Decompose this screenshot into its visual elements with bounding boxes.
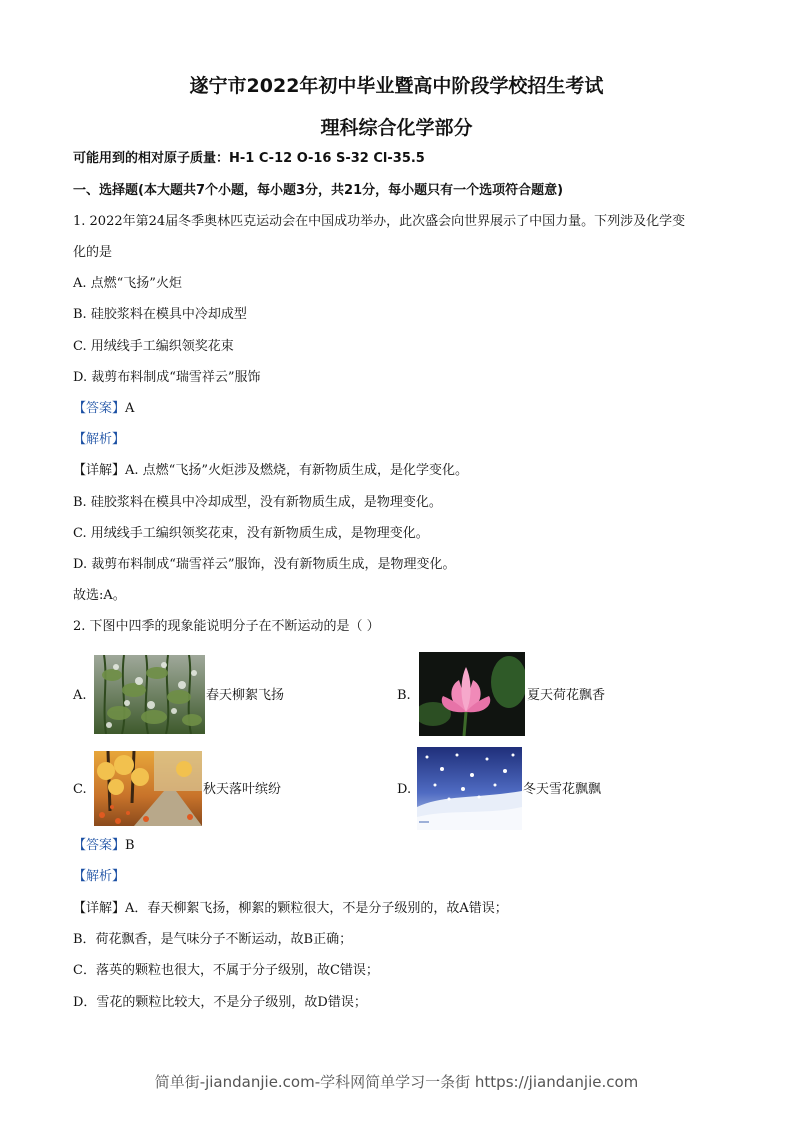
answer-value: A <box>125 401 135 416</box>
q2-option-b-text: 夏天荷花飘香 <box>527 688 606 703</box>
q1-stem-line2: 化的是 <box>73 245 113 260</box>
q2-stem: 2. 下图中四季的现象能说明分子在不断运动的是（ ） <box>73 619 380 634</box>
q1-stem-line1: 1. 2022年第24届冬季奥林匹克运动会在中国成功举办，此次盛会向世界展示了中国力量。下列涉及化学变 <box>73 214 686 229</box>
q1-detail-a <box>73 463 468 479</box>
snowflakes-image <box>417 747 522 830</box>
q2-detail-c: C．落英的颗粒也很大，不属于分子级别，故C错误； <box>73 963 379 978</box>
q1-option-c: C. 用绒线手工编织领奖花束 <box>73 339 234 354</box>
q2-option-a-text: 春天柳絮飞扬 <box>206 688 285 703</box>
answer-tag: 【答案】 <box>73 838 126 853</box>
q2-option-c-text: 秋天落叶缤纷 <box>203 782 282 797</box>
q2-detail-a <box>73 901 508 917</box>
answer-tag: 【答案】 <box>73 401 126 416</box>
q1-option-b: B. 硅胶浆料在模具中冷却成型 <box>73 307 247 322</box>
page-title: 遂宁市2022年初中毕业暨高中阶段学校招生考试 <box>189 75 604 97</box>
q2-option-c-letter: C. <box>73 782 87 797</box>
q2-detail-d: D．雪花的颗粒比较大，不是分子级别，故D错误； <box>73 995 367 1010</box>
detail-tag: 【详解】 <box>73 463 126 478</box>
q1-detail-b: B. 硅胶浆料在模具中冷却成型，没有新物质生成，是物理变化。 <box>73 495 442 510</box>
detail-text: A．春天柳絮飞扬，柳絮的颗粒很大，不是分子级别的，故A错误； <box>125 901 508 916</box>
q2-detail-b: B．荷花飘香，是气味分子不断运动，故B正确； <box>73 932 353 947</box>
q1-option-d: D. 裁剪布料制成“瑞雪祥云”服饰 <box>73 370 261 385</box>
q2-option-a-letter: A. <box>73 688 87 703</box>
q2-option-d-text: 冬天雪花飘飘 <box>523 782 602 797</box>
section-heading: 一、选择题(本大题共7个小题，每小题3分，共21分，每小题只有一个选项符合题意) <box>73 183 564 198</box>
q1-option-a: A. 点燃“飞扬”火炬 <box>73 276 182 291</box>
detail-text: A. 点燃“飞扬”火炬涉及燃烧，有新物质生成，是化学变化。 <box>125 463 468 478</box>
page-subtitle: 理科综合化学部分 <box>320 117 473 139</box>
answer-value: B <box>125 838 135 853</box>
detail-tag: 【详解】 <box>73 901 126 916</box>
page-footer: 简单街-jiandanjie.com-学科网简单学习一条街 https://jiandanjie.com <box>154 1073 639 1091</box>
q1-conclusion: 故选:A。 <box>73 588 126 603</box>
atomic-mass-line: 可能用到的相对原子质量：H-1 C-12 O-16 S-32 Cl-35.5 <box>73 151 425 166</box>
q2-analysis-tag: 【解析】 <box>73 869 126 884</box>
q1-answer <box>73 401 134 417</box>
q2-answer <box>73 838 135 854</box>
q1-analysis-tag: 【解析】 <box>73 432 126 447</box>
q2-option-b-letter: B. <box>397 688 411 703</box>
autumn-leaves-image <box>94 751 202 826</box>
lotus-flower-image <box>419 652 525 736</box>
q2-option-d-letter: D. <box>397 782 412 797</box>
willow-catkins-image <box>94 655 205 734</box>
q1-detail-d: D. 裁剪布料制成“瑞雪祥云”服饰，没有新物质生成，是物理变化。 <box>73 557 456 572</box>
q1-detail-c: C. 用绒线手工编织领奖花束，没有新物质生成，是物理变化。 <box>73 526 429 541</box>
